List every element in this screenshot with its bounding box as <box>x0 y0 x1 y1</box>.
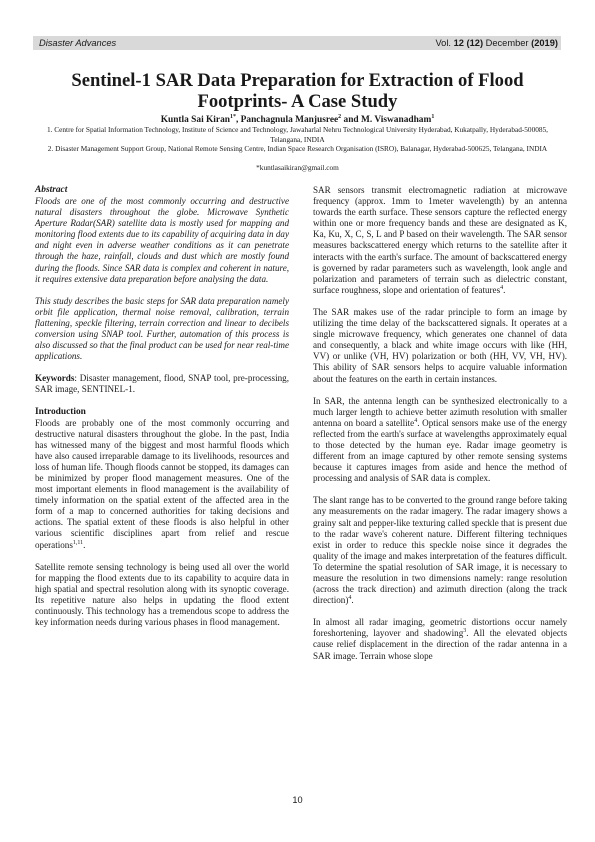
affiliation-1: 1. Centre for Spatial Information Technology, Institute of Science and Technology, Jawaharlal Nehru Technological University Hyderabad, Kukatpally, Hyderabad-500085, Telangana, INDIA <box>47 125 548 144</box>
right-paragraph-5: In almost all radar imaging, geometric distortions occur namely foreshortening, layover and shadowing$^3$. All the elevated objects cause relief displacement in the direction of the radar antenna in a SAR image. Terrain whose slope <box>313 617 567 661</box>
introduction-paragraph-1: Floods are probably one of the most commonly occurring and destructive natural disasters throughout the globe. In the past, India has witnessed many of the biggest and most harmful floods which have also caused irreparable damage to its livelihoods, resources and loss of human life. Though floods cannot be stopped, its damages can be minimized by proper flood management measures. One of the most important elements in flood management is the availability of timely information on the spatial extent of the affected area in the form of a map to concerned authorities for taking decisions and actions. The spatial extent of these floods is also helpful in other various scientific disciplines apart from relief and rescue operations$^{1,11}$. <box>35 417 289 550</box>
abstract-paragraph-2: This study describes the basic steps for SAR data preparation namely orbit file application, thermal noise removal, calibration, terrain flattening, speckle filtering, terrain correction and linear to decibels conversion using SNAP tool. Further, automation of this process is also discussed so that the final product can be used for near real-time applications. <box>35 295 289 362</box>
right-paragraph-2: The SAR makes use of the radar principle to form an image by utilizing the time delay of the backscattered signals. It operates at a single microwave frequency, which generates one channel of data and consequently, a black and white image occurs with like (HH, VV) or unlike (VH, HV) polarization or both (HH, VV, VH, HV). This ability of SAR sensors helps to acquire valuable information about the features on the earth in certain instances. <box>313 306 567 384</box>
left-column <box>35 185 289 639</box>
introduction-paragraph-2: Satellite remote sensing technology is being used all over the world for mapping the flood extents due to its capability to acquire data in high spatial and spectral resolution along with its synoptic coverage. Its repetitive nature also helps in updating the flood extent continuously. This technology has a tremendous scope to address the key information needs during various phases in flood management. <box>35 561 289 628</box>
keywords: Keywords: Disaster management, flood, SNAP tool, pre-processing, SAR image, SENTINEL-1. <box>35 373 289 395</box>
abstract-heading: Abstract <box>35 185 68 195</box>
volume-info: Vol. 12 (12) December (2019) <box>435 38 558 48</box>
right-paragraph-4: The slant range has to be converted to the ground range before taking any measurements on the radar imagery. The radar imagery shows a grainy salt and pepper-like texturing called speckle that is present due to the radar wave's coherent nature. Different filtering techniques exist in order to reduce this speckle noise since it degrades the quality of the image and makes interpretation of the features difficult. To determine the spatial resolution of SAR image, it is necessary to measure the resolution in two dimensions namely: range resolution (across the track direction) and azimuth direction (along the track direction)$^4$. <box>313 495 567 606</box>
introduction-heading: Introduction <box>35 406 86 417</box>
affiliation-2: 2. Disaster Management Support Group, National Remote Sensing Centre, Indian Space Research Organisation (ISRO), Balanagar, Hyderabad-500625, Telangana, INDIA <box>47 144 548 153</box>
journal-name: Disaster Advances <box>39 38 117 48</box>
paper-title: Sentinel-1 SAR Data Preparation for Extraction of Flood Footprints- A Case Study <box>71 70 524 112</box>
right-paragraph-3: In SAR, the antenna length can be synthesized electronically to a much larger length to achieve better azimuth resolution with smaller antenna on board a satellite$^4$. Optical sensors make use of the energy reflected from the earth's surface at wavelengths approximately equal to those detected by the human eye. Radar image geometry is different from an image captured by other remote sensing systems because it captures images from aside and hence the method of processing and analysis of SAR data is complex. <box>313 395 567 484</box>
corresponding-email: *kuntlasaikiran@gmail.com <box>256 163 339 172</box>
author-list: Kuntla Sai Kiran$^{1*}$, Panchagnula Manjusree$^2$ and M. Viswanadham$^1$ <box>160 113 435 125</box>
running-header <box>33 36 561 50</box>
abstract-paragraph-1: Floods are one of the most commonly occurring and destructive natural disasters throughout the globe. Microwave Synthetic Aperture Radar(SAR) satellite data is mostly used for mapping and monitoring flood extents due to its capability of acquiring data in day and night even in adverse weather conditions as it can penetrate through the haze, rainfall, clouds and dust which are mostly found during the floods. Since SAR data is complex and coherent in nature, it requires extensive data preparation before analysing the data. <box>35 196 289 284</box>
page-number: 10 <box>292 795 303 805</box>
right-column <box>313 185 567 673</box>
right-paragraph-1: SAR sensors transmit electromagnetic radiation at microwave frequency (approx. 1mm to 1meter wavelength) by an antenna towards the earth surface. These sensors capture the reflected energy within one or more frequency bands and these are designated as K, Ka, Ku, X, C, S, L and P based on their wavelength. The SAR sensor measures backscattered energy which returns to the satellite after it interacts with the earth's surface. The amount of backscattered energy is governed by radar parameters such as wavelength, look angle and polarization and parameters of terrain such as dielectric constant, surface roughness, slope and orientation of features$^4$. <box>313 185 567 295</box>
